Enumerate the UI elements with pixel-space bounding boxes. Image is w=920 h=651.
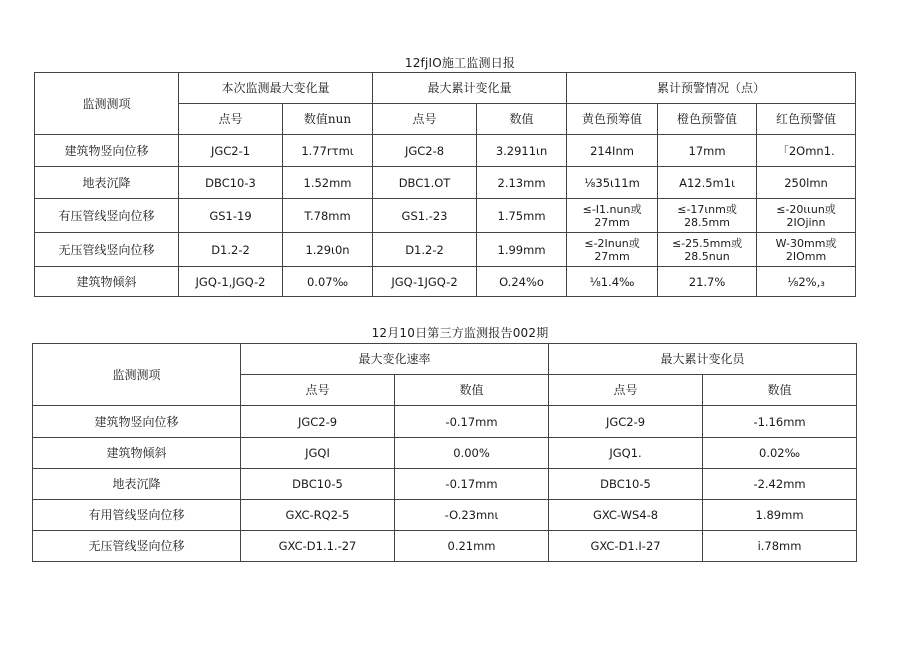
row-value: 0.07‰ (283, 267, 373, 297)
row-item: 有用管线竖向位移 (33, 500, 241, 531)
row-point-2: D1.2-2 (373, 233, 477, 267)
row-point-2: GXC-D1.I-27 (549, 531, 703, 562)
row-yellow: ≤-2Inun或27mm (567, 233, 658, 267)
row-item: 有压管线竖向位移 (35, 199, 179, 233)
row-value-2: 2.13mm (477, 167, 567, 199)
header-max-cumulative: 最大累计变化员 (549, 344, 857, 375)
row-value-2: 1.89mm (703, 500, 857, 531)
row-value-2: 1.75mm (477, 199, 567, 233)
table-row (33, 500, 857, 531)
row-point-2: DBC1.OT (373, 167, 477, 199)
table-row (33, 469, 857, 500)
table-row (35, 135, 856, 167)
table-row (35, 267, 856, 297)
header-current-change: 本次监测最大变化量 (179, 73, 373, 104)
row-yellow: ≤-I1.nun或27mm (567, 199, 658, 233)
row-point-2: GXC-WS4-8 (549, 500, 703, 531)
header-yellow: 黄色预筹值 (567, 104, 658, 135)
row-item: 建筑物倾斜 (35, 267, 179, 297)
row-item: 建筑物竖向位移 (35, 135, 179, 167)
row-value: T.78mm (283, 199, 373, 233)
row-point: GXC-RQ2-5 (241, 500, 395, 531)
header-value-2: 数值 (703, 375, 857, 406)
row-value: 0.00% (395, 438, 549, 469)
row-value-2: 3.2911ιn (477, 135, 567, 167)
row-item: 无压管线竖向位移 (35, 233, 179, 267)
header-point: 点号 (179, 104, 283, 135)
table-row (33, 531, 857, 562)
row-yellow: ⅛1.4‰ (567, 267, 658, 297)
row-item: 建筑物竖向位移 (33, 406, 241, 438)
row-point: DBC10-5 (241, 469, 395, 500)
header-red: 红色预警值 (757, 104, 856, 135)
row-point: GXC-D1.1.-27 (241, 531, 395, 562)
row-value: -O.23mnι (395, 500, 549, 531)
row-value: -0.17mm (395, 406, 549, 438)
row-item: 无压管线竖向位移 (33, 531, 241, 562)
row-point: DBC10-3 (179, 167, 283, 199)
table1-title: 12fjIO施工监测日报 (404, 56, 516, 70)
row-point-2: JGC2-9 (549, 406, 703, 438)
table-row (33, 406, 857, 438)
row-orange: 17mm (658, 135, 757, 167)
row-orange: 21.7% (658, 267, 757, 297)
table-row (35, 167, 856, 199)
row-red: ≤-20ιιun或2IOjinn (757, 199, 856, 233)
row-point-2: GS1.-23 (373, 199, 477, 233)
row-value: 0.21mm (395, 531, 549, 562)
header-point-2: 点号 (549, 375, 703, 406)
row-point: JGC2-9 (241, 406, 395, 438)
row-value-2: 1.99mm (477, 233, 567, 267)
row-orange: ≤-17ιnm或28.5mm (658, 199, 757, 233)
header-cumulative-change: 最大累计变化量 (373, 73, 567, 104)
table-row (33, 438, 857, 469)
row-point-2: JGQ-1JGQ-2 (373, 267, 477, 297)
header-max-rate: 最大变化速率 (241, 344, 549, 375)
table-row (35, 233, 856, 267)
row-orange: ≤-25.5mm或28.5nun (658, 233, 757, 267)
row-value-2: -1.16mm (703, 406, 857, 438)
row-point: D1.2-2 (179, 233, 283, 267)
row-value: -0.17mm (395, 469, 549, 500)
header-warning: 累计预警情况（点） (567, 73, 856, 104)
row-value-2: -2.42mm (703, 469, 857, 500)
header-value: 数值 (395, 375, 549, 406)
row-item: 地表沉降 (33, 469, 241, 500)
row-yellow: 214Inm (567, 135, 658, 167)
row-item: 建筑物倾斜 (33, 438, 241, 469)
row-value: 1.29ι0n (283, 233, 373, 267)
row-yellow: ⅛35ι11m (567, 167, 658, 199)
row-point: GS1-19 (179, 199, 283, 233)
row-point-2: JGC2-8 (373, 135, 477, 167)
third-party-report-table (32, 343, 857, 562)
row-red: 「2Omn1. (757, 135, 856, 167)
header-orange: 橙色预警值 (658, 104, 757, 135)
row-red: ⅛2%,₃ (757, 267, 856, 297)
row-point: JGQ-1,JGQ-2 (179, 267, 283, 297)
row-value: 1.52mm (283, 167, 373, 199)
row-point: JGQI (241, 438, 395, 469)
header-point: 点号 (241, 375, 395, 406)
table-row (35, 199, 856, 233)
row-red: W-30mm或2IOmm (757, 233, 856, 267)
row-point-2: DBC10-5 (549, 469, 703, 500)
row-orange: A12.5m1ι (658, 167, 757, 199)
header-item: 监测测项 (35, 73, 179, 135)
row-point: JGC2-1 (179, 135, 283, 167)
row-value: 1.77rτmι (283, 135, 373, 167)
daily-monitoring-table (34, 72, 856, 297)
row-value-2: 0.02‰ (703, 438, 857, 469)
header-value-cumulative: 数值 (477, 104, 567, 135)
row-value-2: O.24%o (477, 267, 567, 297)
header-point-2: 点号 (373, 104, 477, 135)
row-point-2: JGQ1. (549, 438, 703, 469)
row-value-2: i.78mm (703, 531, 857, 562)
row-red: 250lmn (757, 167, 856, 199)
table2-title: 12月10日第三方监测报告002期 (371, 326, 549, 340)
header-item: 监测测项 (33, 344, 241, 406)
header-value-current: 数值nun (283, 104, 373, 135)
row-item: 地表沉降 (35, 167, 179, 199)
